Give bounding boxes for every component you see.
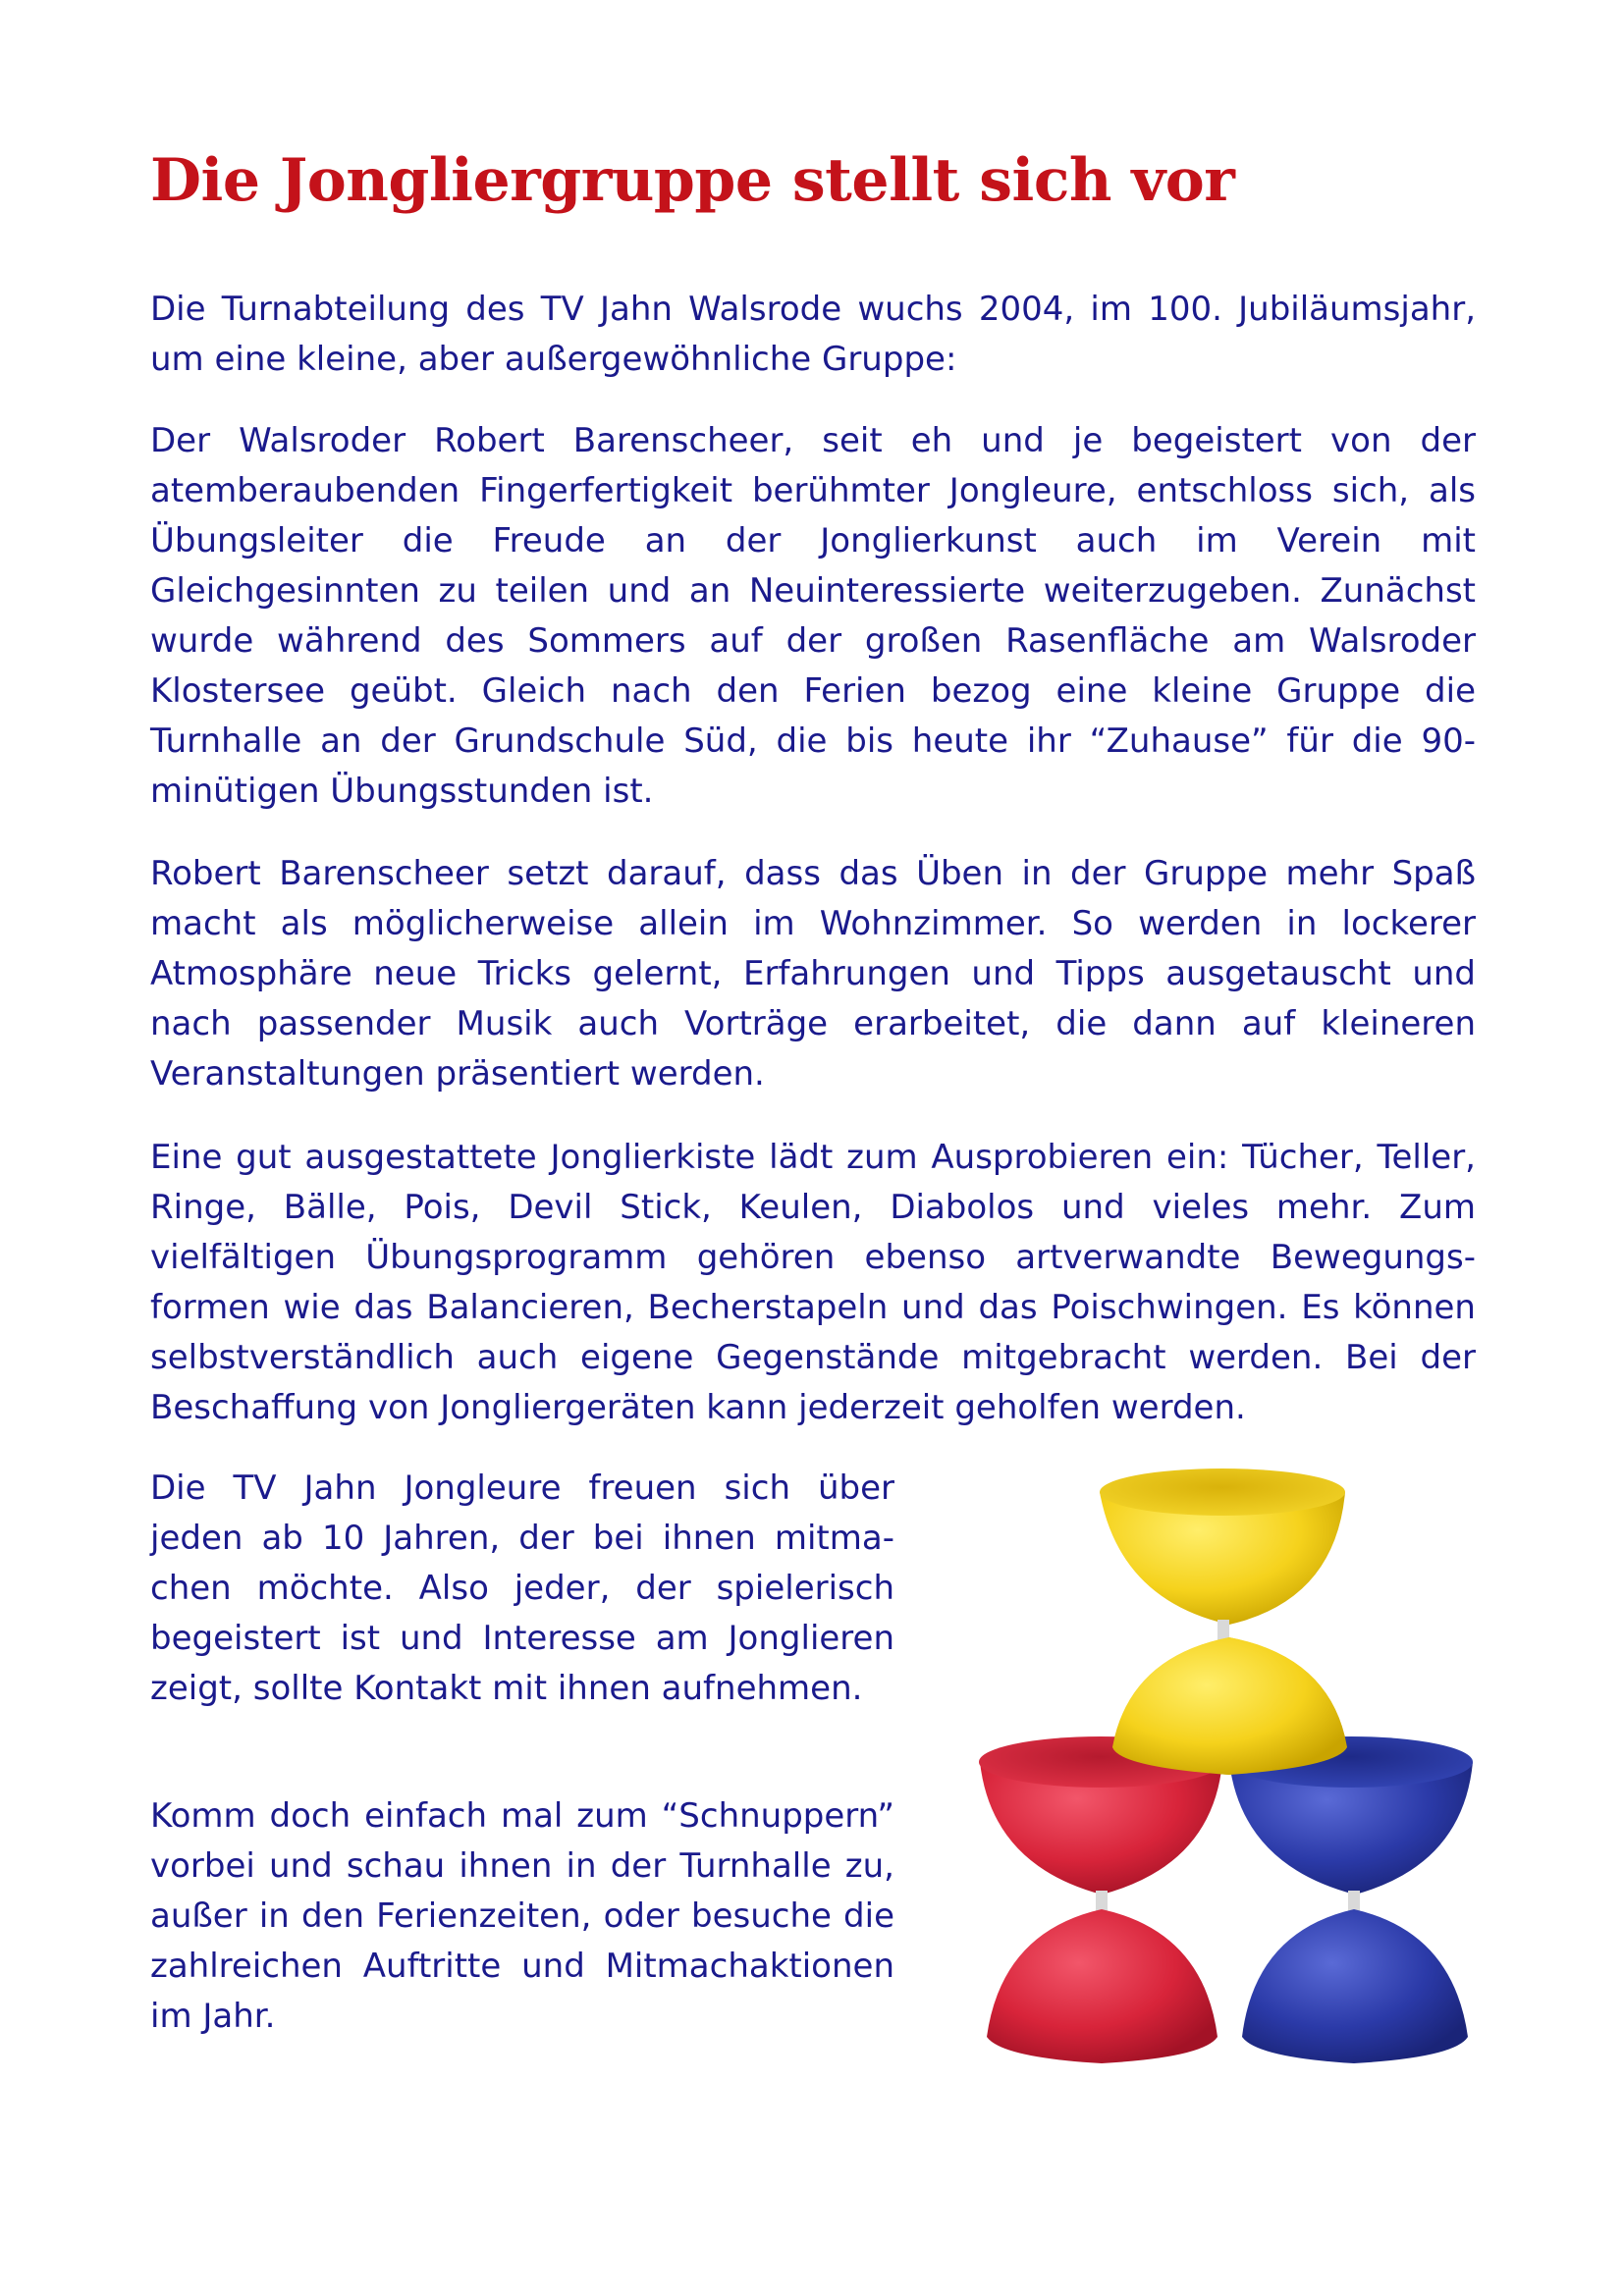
red-diabolo [979,1736,1222,2063]
paragraph-intro: Die Turnabteilung des TV Jahn Walsrode wuchs 2004, im 100. Jubiläumsjahr, um eine kleine, aber außergewöhnliche Gruppe: [150,290,1476,379]
paragraph-invitation: Die TV Jahn Jongleure freuen sich über jeden ab 10 Jahren, der bei ihnen mitmachen möchte. Also jeder, der spielerisch begeistert ist und Interesse am Jonglieren zeigt, sollte Kontakt mit ihnen aufnehmen. [150,1468,894,1708]
diabolo-stack-icon [972,1463,1483,2071]
paragraph-practice: Robert Barenscheer setzt darauf, dass das Üben in der Gruppe mehr Spaß macht als möglicherweise allein im Wohnzimmer. So werden in lockerer Atmosphäre neue Tricks gelernt, Erfahrungen und Tipps ausgetauscht und nach passender Musik auch Vorträge erarbeitet, die dann auf kleineren Veranstaltungen präsentiert werden. [150,854,1476,1094]
paragraph-founder: Der Walsroder Robert Barenscheer, seit eh und je begeistert von der atemberaubenden Fingerfertigkeit berühmter Jongleure, entschloss sich, als Übungsleiter die Freude an der Jonglierkunst auch im Verein mit Gleichgesinnten zu teilen und an Neuinteressierte weiterzugeben. Zunächst wurde während des Sommers auf der großen Rasenfläche am Walsroder Klostersee geübt. Gleich nach den Ferien bezog eine kleine Gruppe die Turnhalle an der Grundschule Süd, die bis heute ihr “Zuhause” für die 90-minütigen Übungsstunden ist. [150,421,1476,811]
paragraph-visit: Komm doch einfach mal zum “Schnuppern” vorbei und schau ihnen in der Turnhalle zu, außer in den Ferienzeiten, oder besuche die zahlreichen Auftritte und Mitmachaktionen im Jahr. [150,1796,894,2036]
blue-diabolo [1229,1736,1473,2063]
page-title: Die Jongliergruppe stellt sich vor [150,146,1235,215]
paragraph-equipment: Eine gut ausgestattete Jonglierkiste lädt zum Ausprobieren ein: Tücher, Teller, Ringe, Bälle, Pois, Devil Stick, Keulen, Diabolos und vieles mehr. Zum vielfältigen Übungsprogramm gehören ebenso artverwandte Bewegungsformen wie das Balancieren, Becherstapeln und das Poischwingen. Es können selbstverständlich auch eigene Gegenstände mitgebracht werden. Bei der Beschaffung von Jongliergeräten kann jederzeit geholfen werden. [150,1138,1476,1427]
